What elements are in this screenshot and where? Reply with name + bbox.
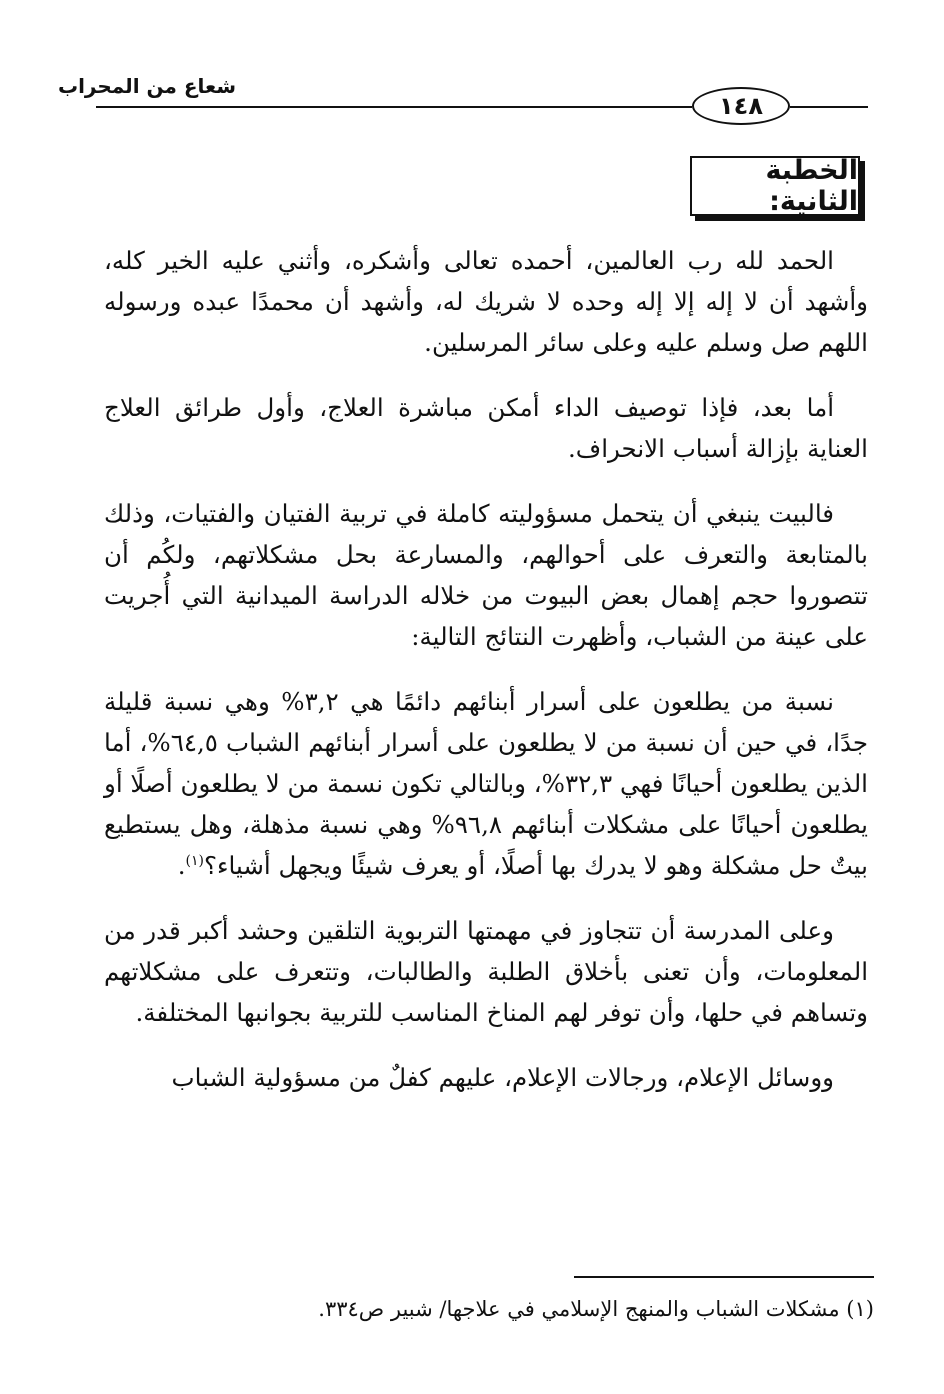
header-rule-right	[790, 106, 868, 108]
paragraph-4-text: نسبة من يطلعون على أسرار أبنائهم دائمًا هي ٣,٢% وهي نسبة قليلة جدًا، في حين أن نسبة من لا يطلعون على أسرار أبنائهم الشباب ٦٤,٥%، أما الذين يطلعون أحيانًا فهي ٣٢,٣%، وبالتالي تكون نسمة من لا يطلعون أصلًا أو يطلعون أحيانًا على مشكلات أبنائهم ٩٦,٨% وهي نسبة مذهلة، وهل يستطيع بيتٌ حل مشكلة وهو لا يدرك بها أصلًا، أو يعرف شيئًا ويجهل أشياء؟	[104, 687, 868, 880]
paragraph-4-end: .	[177, 851, 186, 880]
footnote-separator	[574, 1276, 874, 1278]
header-rule-left	[96, 106, 692, 108]
paragraph-4	[104, 681, 868, 886]
paragraph-5: وعلى المدرسة أن تتجاوز في مهمتها التربوية التلقين وحشد أكبر قدر من المعلومات، وأن تعنى بأخلاق الطلبة والطالبات، وتتعرف على مشكلاتهم وتساهم في حلها، وأن توفر لهم المناخ المناسب للتربية بجوانبها المختلفة.	[104, 916, 868, 1027]
paragraph-3: فالبيت ينبغي أن يتحمل مسؤوليته كاملة في تربية الفتيان والفتيات، وذلك بالمتابعة والتعرف على أحوالهم، والمسارعة بحل مشكلاتهم، ولكُم أن تتصوروا حجم إهمال بعض البيوت من خلاله الدراسة الميدانية التي أُجريت على عينة من الشباب، وأظهرت النتائج التالية:	[104, 499, 868, 651]
paragraph-6: ووسائل الإعلام، ورجالات الإعلام، عليهم كفلٌ من مسؤولية الشباب	[171, 1063, 834, 1092]
body-text	[104, 240, 868, 1122]
paragraph-1: الحمد لله رب العالمين، أحمده تعالى وأشكره، وأثني عليه الخير كله، وأشهد أن لا إله إلا إله وحده لا شريك له، وأشهد أن محمدًا عبده ورسوله اللهم صل وسلم عليه وعلى سائر المرسلين.	[104, 246, 868, 357]
section-heading: الخطبة الثانية:	[690, 156, 860, 216]
footnote: (١) مشكلات الشباب والمنهج الإسلامي في علاجها/ شبير ص٣٣٤.	[318, 1297, 874, 1321]
footnote-reference: (١)	[185, 852, 205, 869]
paragraph-2: أما بعد، فإذا توصيف الداء أمكن مباشرة العلاج، وأول طرائق العلاج العناية بإزالة أسباب الانحراف.	[104, 393, 868, 463]
page-number: ١٤٨	[692, 87, 790, 125]
running-header-title: شعاع من المحراب	[57, 74, 236, 98]
